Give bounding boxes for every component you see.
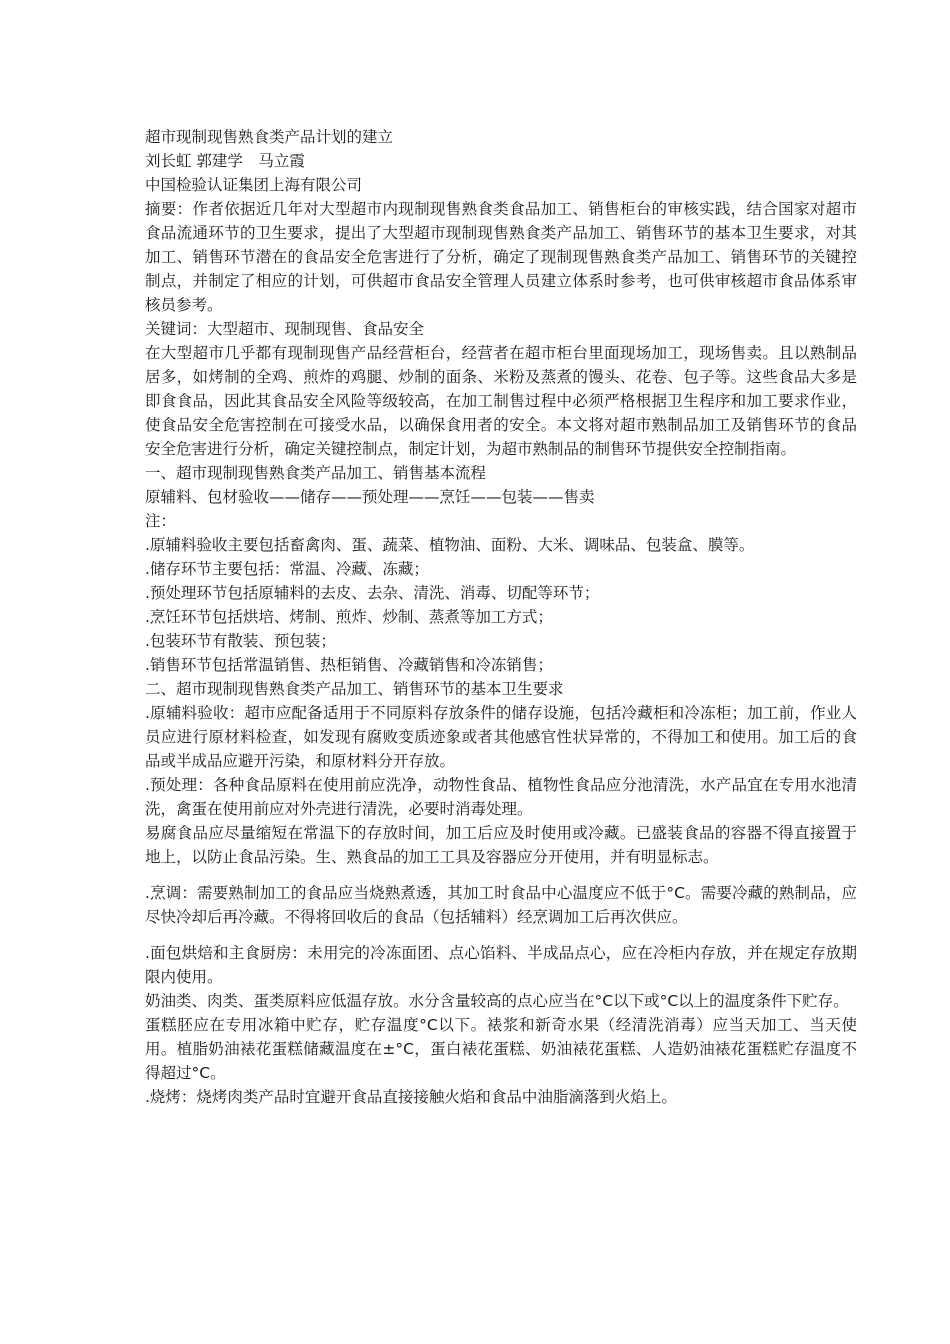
note-item: .储存环节主要包括：常温、冷藏、冻藏； xyxy=(145,560,429,578)
note-item: .销售环节包括常温销售、热柜销售、冷藏销售和冷冻销售； xyxy=(145,656,553,674)
spacer xyxy=(145,869,857,881)
note-item: .原辅料验收主要包括畜禽肉、蛋、蔬菜、植物油、面粉、大米、调味品、包装盒、膜等。 xyxy=(145,536,755,554)
authors: 刘长虹 郭建学 马立霞 xyxy=(145,152,305,170)
keywords: 关键词：大型超市、现制现售、食品安全 xyxy=(145,320,425,338)
requirement-cream-storage: 奶油类、肉类、蛋类原料应低温存放。水分含量较高的点心应当在°C以下或°C以上的温度条件下贮存。 xyxy=(145,992,849,1010)
section-heading-2: 二、超市现制现售熟食类产品加工、销售环节的基本卫生要求 xyxy=(145,680,564,698)
abstract-paragraph: 摘要：作者依据近几年对大型超市内现制现售熟食类食品加工、销售柜台的审核实践，结合国家对超市食品流通环节的卫生要求，提出了大型超市现制现售熟食类产品加工、销售环节的基本卫生要求，对其加工、销售环节潜在的食品安全危害进行了分析，确定了现制现售熟食类产品加工、销售环节的关键控制点，并制定了相应的计划，可供超市食品安全管理人员建立体系时参考，也可供审核超市食品体系审核员参考。 xyxy=(145,200,857,314)
note-item: .预处理环节包括原辅料的去皮、去杂、清洗、消毒、切配等环节； xyxy=(145,584,600,602)
intro-paragraph: 在大型超市几乎都有现制现售产品经营柜台，经营者在超市柜台里面现场加工，现场售卖。且以熟制品居多，如烤制的全鸡、煎炸的鸡腿、炒制的面条、米粉及蒸煮的馒头、花卷、包子等。这些食品大多是即食食品，因此其食品安全风险等级较高，在加工制售过程中必须严格根据卫生程序和加工要求作业，使食品安全危害控制在可接受水品，以确保食用者的安全。本文将对超市熟制品加工及销售环节的食品安全危害进行分析，确定关键控制点，制定计划，为超市熟制品的制售环节提供安全控制指南。 xyxy=(145,344,857,458)
document-title: 超市现制现售熟食类产品计划的建立 xyxy=(145,128,394,146)
requirement-cooking: .烹调：需要熟制加工的食品应当烧熟煮透，其加工时食品中心温度应不低于°C。需要冷藏的熟制品，应尽快冷却后再冷藏。不得将回收后的食品（包括辅料）经烹调加工后再次供应。 xyxy=(145,884,857,926)
requirement-preprocessing: .预处理：各种食品原料在使用前应洗净，动物性食品、植物性食品应分池清洗，水产品宜在专用水池清洗，禽蛋在使用前应对外壳进行清洗，必要时消毒处理。 xyxy=(145,776,857,818)
note-item: .包装环节有散装、预包装； xyxy=(145,632,336,650)
requirement-bakery: .面包烘焙和主食厨房：未用完的冷冻面团、点心馅料、半成品点心，应在冷柜内存放，并在规定存放期限内使用。 xyxy=(145,944,857,986)
document-page xyxy=(145,125,857,1109)
process-flow: 原辅料、包材验收——储存——预处理——烹饪——包装——售卖 xyxy=(145,488,595,506)
requirement-cake-storage: 蛋糕胚应在专用冰箱中贮存，贮存温度°C以下。裱浆和新奇水果（经清洗消毒）应当天加工、当天使用。植脂奶油裱花蛋糕储藏温度在±°C，蛋白裱花蛋糕、奶油裱花蛋糕、人造奶油裱花蛋糕贮存温度不得超过°C。 xyxy=(145,1016,857,1082)
note-item: .烹饪环节包括烘培、烤制、煎炸、炒制、蒸煮等加工方式； xyxy=(145,608,553,626)
spacer xyxy=(145,929,857,941)
affiliation: 中国检验认证集团上海有限公司 xyxy=(145,176,363,194)
requirement-perishable: 易腐食品应尽量缩短在常温下的存放时间，加工后应及时使用或冷藏。已盛装食品的容器不得直接置于地上，以防止食品污染。生、熟食品的加工工具及容器应分开使用，并有明显标志。 xyxy=(145,824,857,866)
section-heading-1: 一、超市现制现售熟食类产品加工、销售基本流程 xyxy=(145,464,487,482)
requirement-roasting: .烧烤：烧烤肉类产品时宜避开食品直接接触火焰和食品中油脂滴落到火焰上。 xyxy=(145,1088,677,1106)
requirement-receiving: .原辅料验收：超市应配备适用于不同原料存放条件的储存设施，包括冷藏柜和冷冻柜；加工前，作业人员应进行原材料检查，如发现有腐败变质迹象或者其他感官性状异常的，不得加工和使用。加工后的食品或半成品应避开污染，和原材料分开存放。 xyxy=(145,704,857,770)
note-label: 注： xyxy=(145,512,177,530)
